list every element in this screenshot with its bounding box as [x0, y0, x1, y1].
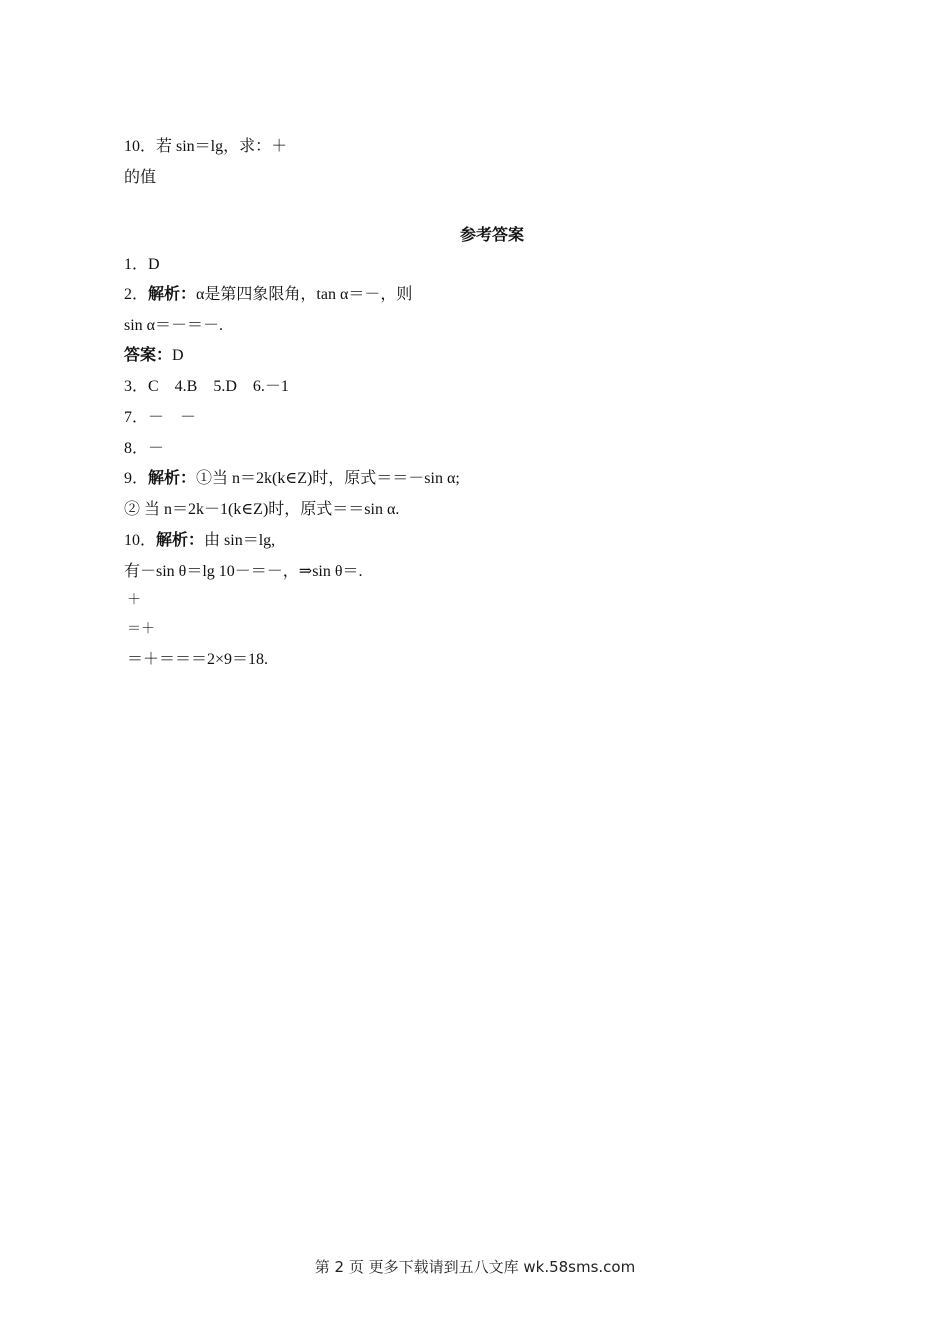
- question-10-line-2: 的值: [124, 169, 157, 186]
- answer-2-number: 2．: [124, 286, 149, 303]
- answer-2-result-value: D: [172, 347, 184, 364]
- answer-2: [124, 285, 412, 305]
- answer-8: 8．－: [124, 440, 165, 457]
- answer-10-line-5: ＝＋＝＝＝2×9＝18.: [127, 651, 269, 668]
- answer-2-result-label: 答案：: [124, 347, 173, 364]
- answer-9-line-2: ② 当 n＝2k－1(k∈Z)时，原式＝＝sin α.: [124, 501, 400, 518]
- answer-9-label: 解析：: [148, 470, 197, 487]
- answer-1: 1．D: [124, 256, 160, 273]
- answer-10: [124, 531, 275, 551]
- answer-2-label: 解析：: [148, 286, 197, 303]
- answer-2-result: [124, 346, 184, 366]
- answer-10-text: 由 sin＝lg,: [204, 532, 276, 549]
- answers-3-to-6: 3．C 4.B 5.D 6.－1: [124, 378, 289, 395]
- answer-10-number: 10．: [124, 532, 157, 549]
- answer-10-line-2: 有－sin θ＝lg 10－＝－，⇒sin θ＝.: [124, 563, 363, 580]
- answer-10-line-3: ＋: [127, 593, 141, 608]
- answer-9: [124, 469, 460, 489]
- answer-9-number: 9．: [124, 470, 149, 487]
- answer-2-line-2: sin α＝－＝－.: [124, 317, 224, 334]
- question-10-line-1: 10．若 sin＝lg，求：＋: [124, 138, 288, 155]
- answer-9-text: ①当 n＝2k(k∈Z)时，原式＝＝－sin α;: [196, 470, 460, 487]
- answer-10-line-4: ＝＋: [127, 622, 155, 637]
- answer-2-text: α是第四象限角，tan α＝－，则: [196, 286, 413, 303]
- answers-title: 参考答案: [459, 227, 524, 244]
- answer-7: 7．－ －: [124, 409, 197, 426]
- page-footer: 第 2 页 更多下载请到五八文库 wk.58sms.com: [314, 1258, 636, 1276]
- answer-10-label: 解析：: [156, 532, 205, 549]
